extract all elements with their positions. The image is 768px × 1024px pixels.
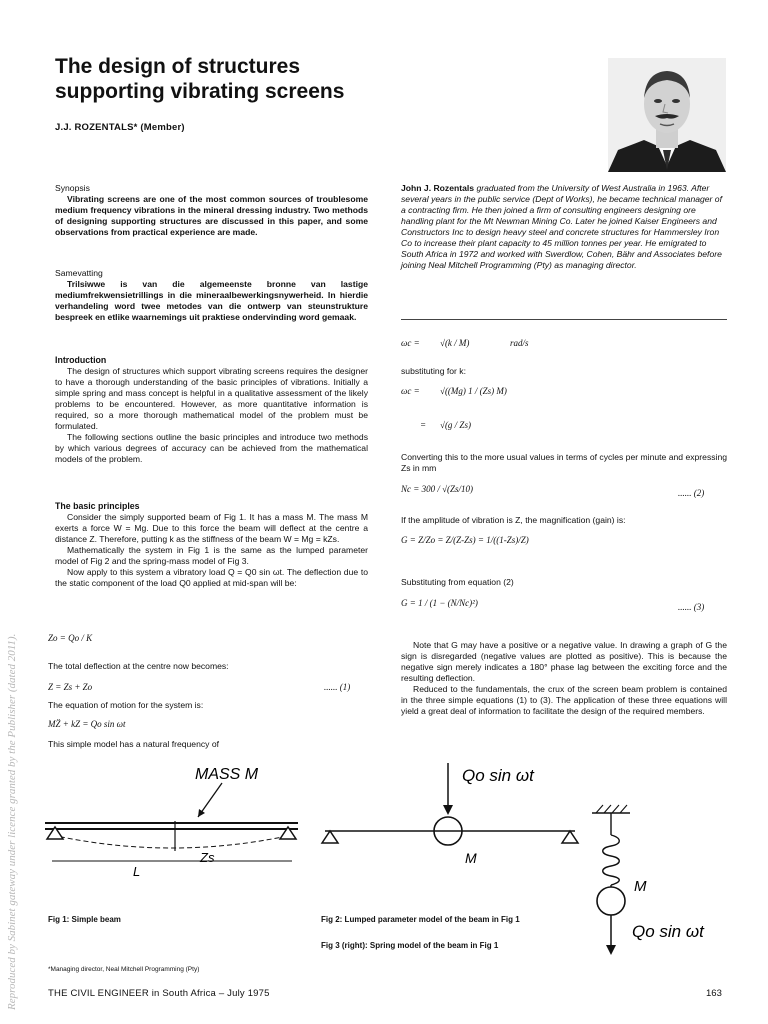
basic-principles-heading: The basic principles — [55, 501, 140, 511]
fig2-load-arrowhead — [443, 805, 453, 815]
basic-paragraph-2: Mathematically the system in Fig 1 is the same as the lumped parameter model of Fig 2 and the spring-mass model of Fig 3. — [55, 545, 368, 566]
figures-area — [0, 755, 768, 965]
title-line-2: supporting vibrating screens — [55, 80, 345, 103]
samevatting-text: Trilsiwwe is van die algemeenste bronne van lastige mediumfrekwensietrillings in die mineraalbewerkingsnywerheid. In hierdie verhandeling word twee metodes van die ontwerp van steunstrukture bespreek en etlike waarnemings uit praktiese ondervinding word gemaak. — [55, 279, 368, 322]
introduction-paragraph-2: The following sections outline the basic principles and introduce two methods by which various degrees of accuracy can be achieved from the mathematical models of the problem. — [55, 432, 368, 464]
samevatting-section — [55, 268, 368, 323]
amplitude-text: If the amplitude of vibration is Z, the magnification (gain) is: — [401, 515, 626, 525]
fig2-left-support — [322, 831, 338, 843]
converting-text: Converting this to the more usual values in terms of cycles per minute and expressing Zs in mm — [401, 452, 727, 473]
equation-1-number: ...... (1) — [324, 682, 351, 692]
equation-motion: MZ̈ + kZ = Qo sin ωt — [48, 719, 126, 729]
side-watermark: Reproduced by Sabinet gateway under licence granted by the Publisher (dated 2011). — [6, 633, 18, 1010]
author-bio — [401, 183, 727, 271]
basic-paragraph-5: The equation of motion for the system is: — [48, 700, 204, 710]
equation-wc: √(k / M) — [440, 338, 470, 348]
bio-text: graduated from the University of West Australia in 1963. After several years in the public service (Dept of Works), he became technical manager of a contracting firm. He then joined a firm of consulting engineers designing ore handling plant for the Mt Newman Mining Co. Later he joined Kaiser Engineers and Constructors Inc to design heavy steel and concrete structures for Hammersley Iron Co to increase their plant capacity to 45 million tonnes per year. He emigrated to South Africa in 1972 and worked with Swerdlow, Cohen, Bähr and Associates before joining Neal Mitchell Programming (Pty) as managing director. — [401, 183, 722, 270]
basic-paragraph-1: Consider the simply supported beam of Fig 1. It has a mass M. The mass M exerts a force W = Mg. Due to this force the beam will deflect at the centre a distance Z. Therefore, putting k as the stiffness of the beam W = Mg = kZs. — [55, 512, 368, 544]
page-number: 163 — [706, 988, 722, 999]
fig1-simple-beam — [45, 766, 298, 879]
equation-wc2: √((Mg) 1 / (Zs) M) — [440, 386, 507, 396]
fig1-mass-label: MASS M — [195, 766, 259, 783]
synopsis-heading: Synopsis — [55, 183, 90, 193]
note-paragraph — [401, 640, 727, 717]
equation-wc3-eq-sign: = — [420, 420, 427, 430]
fig3-load-label: Qo sin ωt — [632, 922, 704, 941]
substituting-eq2-text: Substituting from equation (2) — [401, 577, 514, 587]
fig2-lumped-model — [322, 763, 578, 866]
fig3-ground-hatch — [596, 805, 627, 813]
fig3-spring-model — [592, 805, 705, 955]
note-paragraph-text: Note that G may have a positive or a negative value. In drawing a graph of G the sign is disregarded (negative values are plotted as positive). This is because the negative sign merely indicates a 180° phase lag between the exciting force and the resulting deflection. — [401, 640, 727, 683]
introduction-section — [55, 355, 368, 465]
fig3-spring — [603, 835, 620, 885]
synopsis-section — [55, 183, 368, 238]
reduced-paragraph-text: Reduced to the fundamentals, the crux of the screen beam problem is contained in the three simple equations (1) to (3). The application of these three equations will yield a great deal of information to facilitate the design of the required members. — [401, 684, 727, 716]
journal-footer: THE CIVIL ENGINEER in South Africa – July 1975 — [48, 988, 270, 999]
title-line-1: The design of structures — [55, 55, 301, 78]
equation-zo: Zo = Qo / K — [48, 633, 93, 643]
fig1-caption: Fig 1: Simple beam — [48, 915, 121, 924]
fig1-l-label: L — [133, 864, 141, 879]
fig2-m-label: M — [465, 850, 477, 866]
equation-nc: Nc = 300 / √(Zs/10) — [401, 484, 474, 494]
equation-wc3: √(g / Zs) — [440, 420, 471, 430]
bio-name: John J. Rozentals — [401, 183, 475, 193]
equation-g2: G = 1 / (1 − (N/Nc)²) — [401, 598, 478, 608]
fig2-right-support — [562, 831, 578, 843]
footnote: *Managing director, Neal Mitchell Programming (Pty) — [48, 966, 200, 973]
equation-3-number: ...... (3) — [678, 602, 705, 612]
synopsis-text: Vibrating screens are one of the most common sources of troublesome medium frequency vibrations in the mineral dressing industry. Two methods of designing supporting structures are discussed in this paper, and some observations from practical experience are made. — [55, 194, 368, 237]
equation-wc2-label: ωc = — [401, 386, 420, 396]
fig2-caption: Fig 2: Lumped parameter model of the beam in Fig 1 — [321, 915, 520, 924]
fig2-load-label: Qo sin ωt — [462, 766, 534, 785]
equation-2-number: ...... (2) — [678, 488, 705, 498]
equation-wc-unit: rad/s — [510, 338, 529, 348]
fig3-load-arrowhead — [606, 945, 616, 955]
fig1-deflected-shape — [52, 835, 292, 848]
fig1-mass-arrowhead — [198, 809, 205, 817]
author-photo — [608, 58, 726, 172]
introduction-heading: Introduction — [55, 355, 107, 365]
basic-paragraph-4: The total deflection at the centre now becomes: — [48, 661, 229, 671]
basic-principles-section — [55, 501, 368, 589]
fig1-zs-label: Zs — [200, 850, 215, 865]
substituting-text: substituting for k: — [401, 366, 466, 376]
samevatting-heading: Samevatting — [55, 268, 103, 278]
equation-1: Z = Zs + Zo — [48, 682, 93, 692]
author-byline: J.J. ROZENTALS* (Member) — [55, 122, 185, 133]
fig3-mass — [597, 887, 625, 915]
introduction-paragraph-1: The design of structures which support vibrating screens requires the designer to have a thorough understanding of the basic principles of vibrations. Initially a simple spring and mass concept is helpful in a qualitative assessment of the likely problems to be encountered. However, as more quantitative information is required, so a more thorough mathematical model of the problem must be formulated. — [55, 366, 368, 431]
equation-g: G = Z/Zo = Z/(Z-Zs) = 1/((1-Zs)/Z) — [401, 535, 529, 545]
basic-paragraph-6: This simple model has a natural frequency of — [48, 739, 220, 749]
bio-divider — [401, 319, 727, 320]
equation-wc-label: ωc = — [401, 338, 420, 348]
article-title — [55, 54, 415, 104]
fig3-m-label: M — [634, 878, 647, 895]
basic-paragraph-3: Now apply to this system a vibratory load Q = Q0 sin ωt. The deflection due to the static component of the load Q0 applied at mid-span will be: — [55, 567, 368, 588]
fig3-caption: Fig 3 (right): Spring model of the beam in Fig 1 — [321, 941, 499, 950]
